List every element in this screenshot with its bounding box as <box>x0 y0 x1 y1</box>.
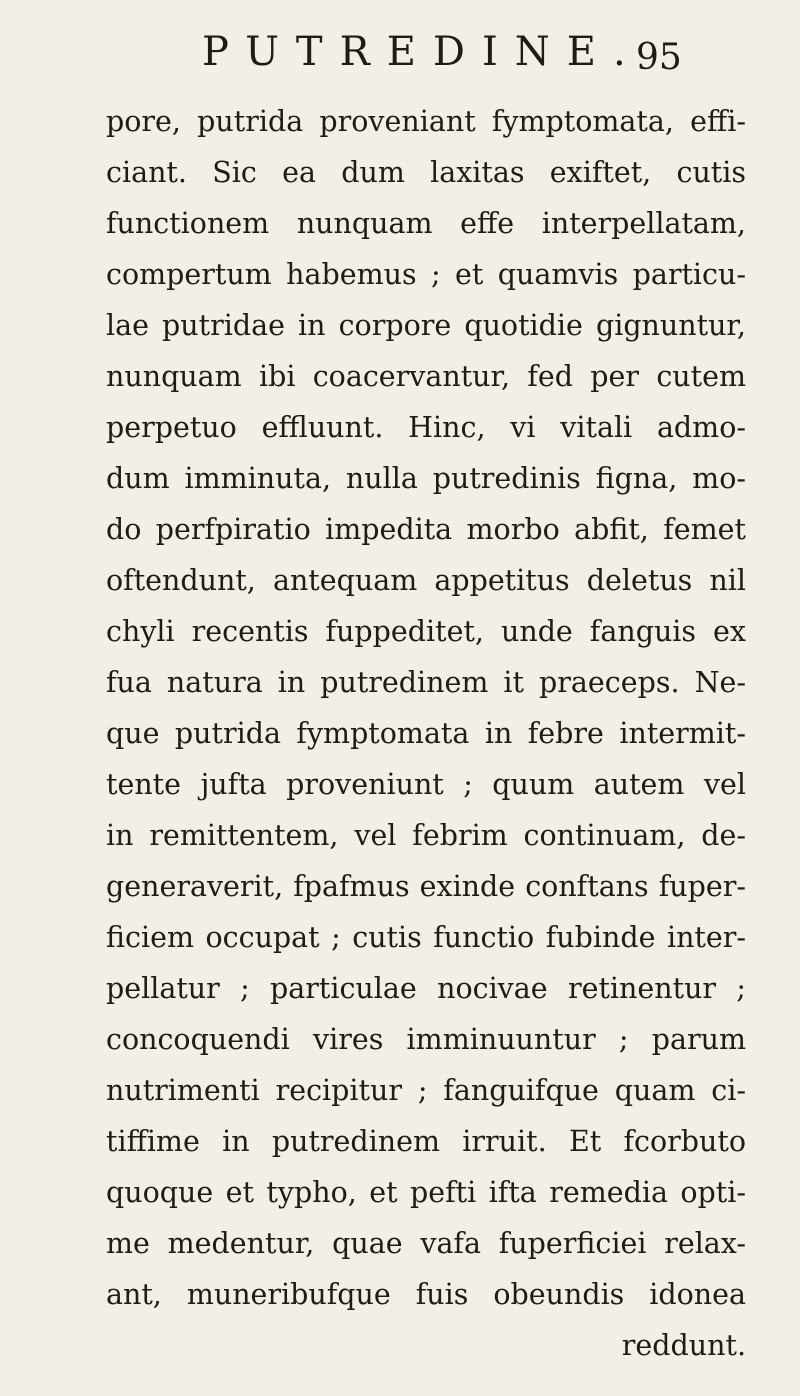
text-line: me medentur, quae vafa fuperficiei relax- <box>106 1227 746 1260</box>
text-line: tiffime in putredinem irruit. Et fcorbuto <box>106 1125 746 1158</box>
text-line: pellatur ; particulae nocivae retinentur ; <box>106 972 746 1005</box>
text-line: generaverit, fpafmus exinde conftans fuper- <box>106 870 746 903</box>
text-line: ficiem occupat ; cutis functio fubinde inter- <box>106 921 746 954</box>
running-head <box>0 22 800 82</box>
running-title: PUTREDINE. <box>202 29 643 75</box>
text-line: perpetuo effluunt. Hinc, vi vitali admo- <box>106 411 746 444</box>
text-line: pore, putrida proveniant fymptomata, effi- <box>106 105 746 138</box>
text-line: chyli recentis fuppeditet, unde fanguis ex <box>106 615 746 648</box>
text-line: ant, muneribufque fuis obeundis idonea <box>106 1278 746 1311</box>
text-line: functionem nunquam effe interpellatam, <box>106 207 746 240</box>
text-line: ciant. Sic ea dum laxitas exiftet, cutis <box>106 156 746 189</box>
text-line: do perfpiratio impedita morbo abfit, femet <box>106 513 746 546</box>
text-line: oftendunt, antequam appetitus deletus nil <box>106 564 746 597</box>
text-line: quoque et typho, et pefti ifta remedia opti- <box>106 1176 746 1209</box>
text-line: compertum habemus ; et quamvis particu- <box>106 258 746 291</box>
text-line: nunquam ibi coacervantur, fed per cutem <box>106 360 746 393</box>
text-line: tente jufta proveniunt ; quum autem vel <box>106 768 746 801</box>
page-number: 95 <box>636 37 682 78</box>
text-line: nutrimenti recipitur ; fanguifque quam ci- <box>106 1074 746 1107</box>
text-line: concoquendi vires imminuuntur ; parum <box>106 1023 746 1056</box>
text-line: lae putridae in corpore quotidie gignuntur, <box>106 309 746 342</box>
text-line: in remittentem, vel febrim continuam, de- <box>106 819 746 852</box>
text-line: que putrida fymptomata in febre intermit- <box>106 717 746 750</box>
text-line: fua natura in putredinem it praeceps. Ne- <box>106 666 746 699</box>
text-line: dum imminuta, nulla putredinis figna, mo- <box>106 462 746 495</box>
text-line-last: reddunt. <box>621 1329 746 1362</box>
